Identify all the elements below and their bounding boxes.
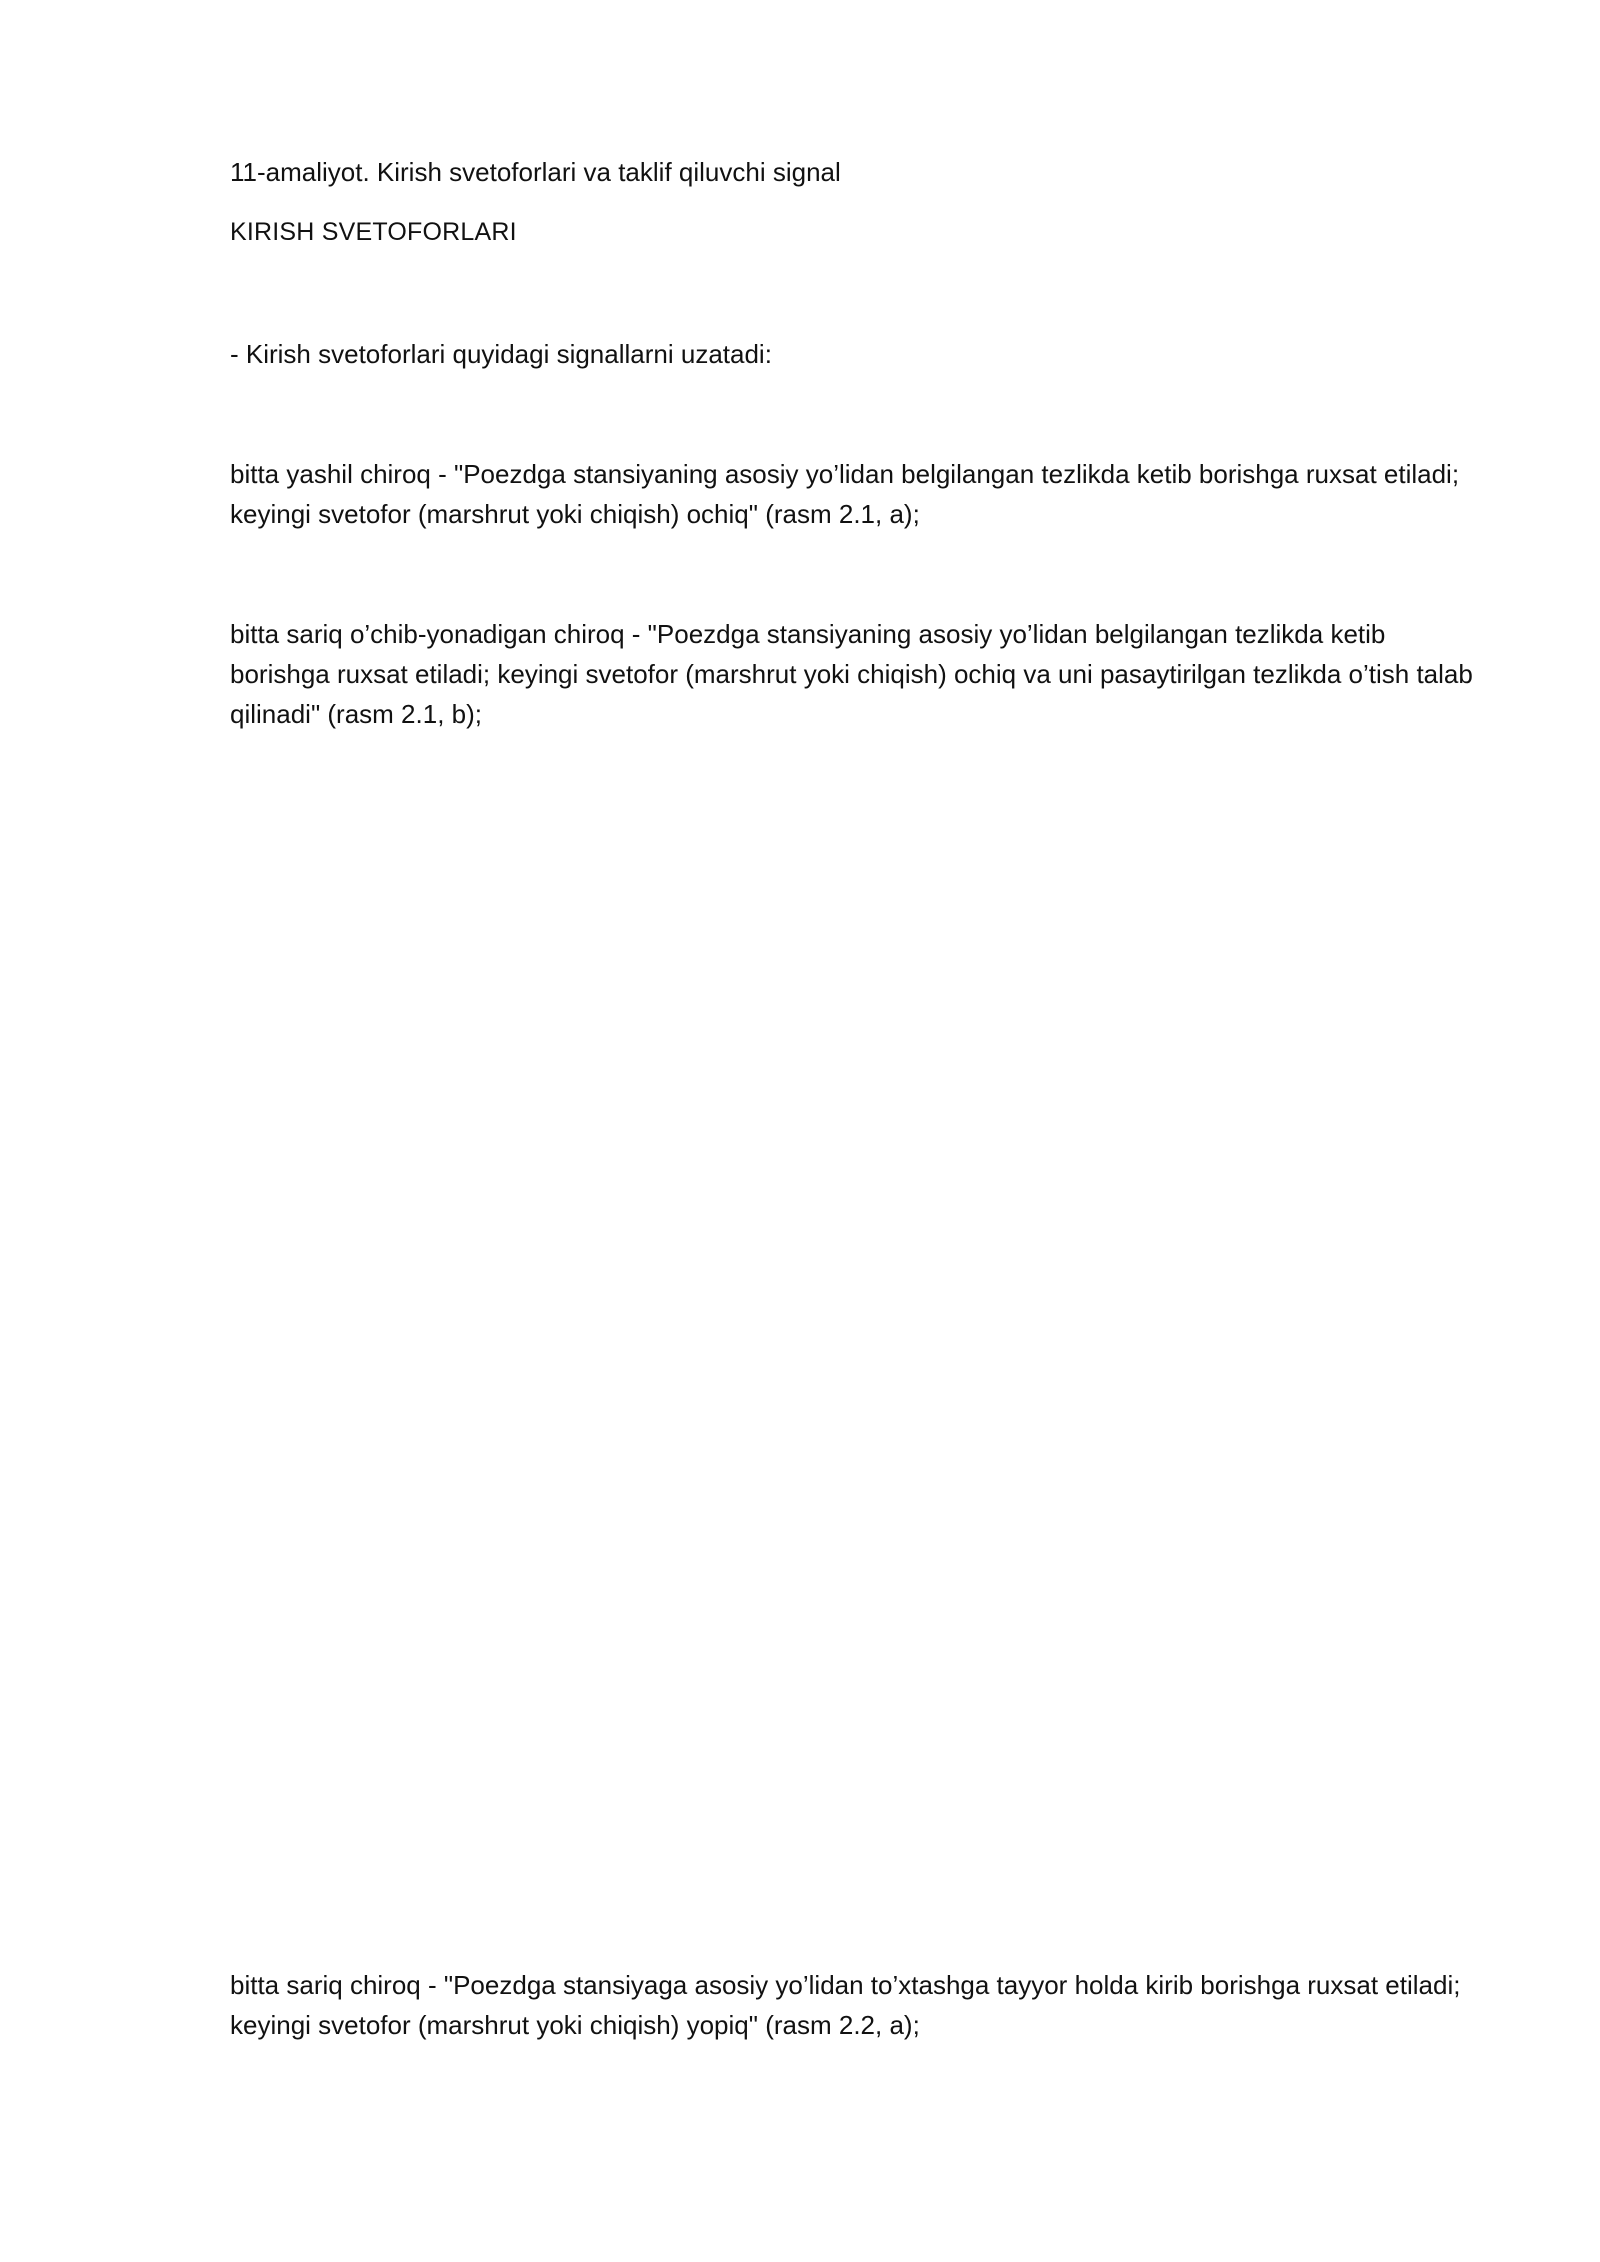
paragraph-yellow-light: bitta sariq chiroq - "Poezdga stansiyaga asosiy yo’lidan to’xtashga tayyor holda kirib borishga ruxsat etiladi; keyingi svetofor (marshrut yoki chiqish) yopiq" (rasm 2.2, a);: [230, 1970, 1461, 2040]
paragraph-green-light: bitta yashil chiroq - "Poezdga stansiyaning asosiy yo’lidan belgilangan tezlikda ketib borishga ruxsat etiladi; keyingi svetofor (marshrut yoki chiqish) ochiq" (rasm 2.1, a);: [230, 459, 1460, 529]
document-title: 11-amaliyot. Kirish svetoforlari va taklif qiluvchi signal: [230, 157, 841, 187]
section-heading: KIRISH SVETOFORLARI: [230, 218, 517, 246]
intro-paragraph: - Kirish svetoforlari quyidagi signallarni uzatadi:: [230, 339, 772, 369]
paragraph-flashing-yellow-light: bitta sariq o’chib-yonadigan chiroq - "Poezdga stansiyaning asosiy yo’lidan belgilangan tezlikda ketib borishga ruxsat etiladi; keyingi svetofor (marshrut yoki chiqish) ochiq va uni pasaytirilgan tezlikda o’tish talab qilinadi" (rasm 2.1, b);: [230, 619, 1473, 729]
